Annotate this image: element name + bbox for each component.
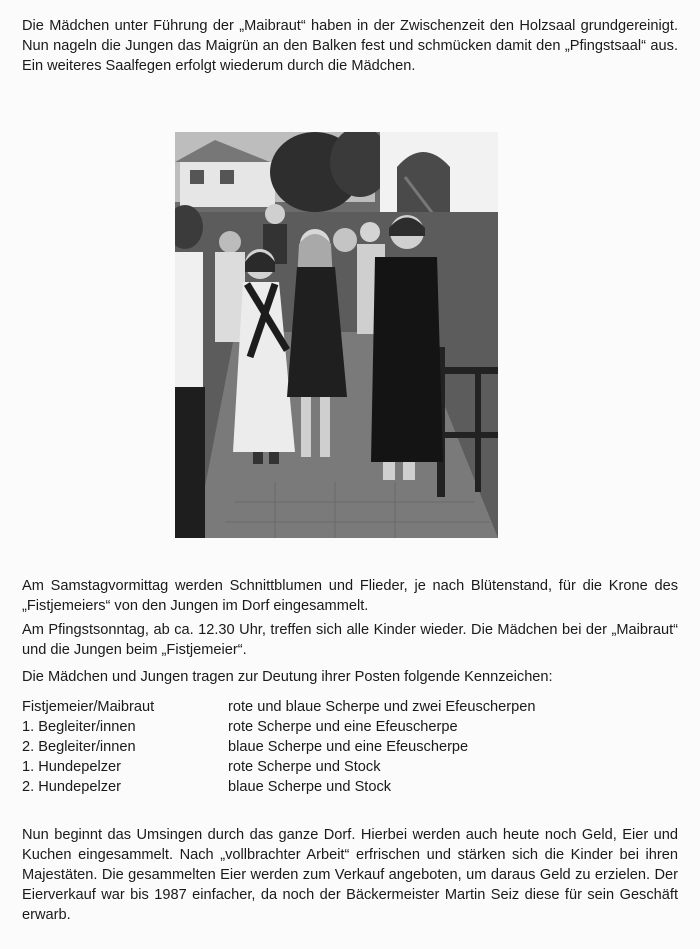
role-name: 1. Hundepelzer [22,759,121,775]
paragraph-signs-intro: Die Mädchen und Jungen tragen zur Deutung ihrer Posten folgende Kennzeichen: [22,669,553,685]
photo-illustration [175,132,498,538]
role-name: 2. Begleiter/innen [22,739,136,755]
paragraph-singing-tour: Nun beginnt das Umsingen durch das ganze Dorf. Hierbei werden auch heute noch Geld, Eier und Kuchen eingesammelt. Nach „vollbrachter Arbeit“ erfrischen und stärken sich die Kinder bei ihren Majestäten. Die gesammelten Eier werden zum Verkauf angeboten, um daraus Geld zu erzielen. Der Eierverkauf war bis 1987 einfacher, da noch der Bäckermeister Martin Seiz diese für sein Geschäft erwarb. [22,827,678,923]
paragraph-saturday: Am Samstagvormittag werden Schnittblumen und Flieder, je nach Blütenstand, für die Krone des „Fistjemeiers“ von den Jungen im Dorf eingesammelt. [22,578,678,614]
roles-row [22,697,678,717]
role-sign: rote Scherpe und Stock [228,759,381,775]
paragraph-intro: Die Mädchen unter Führung der „Maibraut“ haben in der Zwischenzeit den Holzsaal grundgereinigt. Nun nageln die Jungen das Maigrün an den Balken fest und schmücken damit den „Pfingstsaal“ aus. Ein weiteres Saalfegen erfolgt wiederum durch die Mädchen. [22,18,678,74]
roles-list [22,697,678,797]
role-sign: rote Scherpe und eine Efeuscherpe [228,719,458,735]
role-sign: blaue Scherpe und eine Efeuscherpe [228,739,469,755]
role-name: Fistjemeier/Maibraut [22,699,155,715]
roles-row [22,737,678,757]
role-sign: rote und blaue Scherpe und zwei Efeuscherpen [228,699,536,715]
roles-row [22,757,678,777]
group-photo [175,132,498,538]
role-sign: blaue Scherpe und Stock [228,779,392,795]
role-name: 1. Begleiter/innen [22,719,136,735]
role-name: 2. Hundepelzer [22,779,121,795]
roles-row [22,717,678,737]
paragraph-pentecost-sunday: Am Pfingstsonntag, ab ca. 12.30 Uhr, treffen sich alle Kinder wieder. Die Mädchen bei der „Maibraut“ und die Jungen beim „Fistjemeier“. [22,622,678,658]
roles-row [22,777,678,797]
